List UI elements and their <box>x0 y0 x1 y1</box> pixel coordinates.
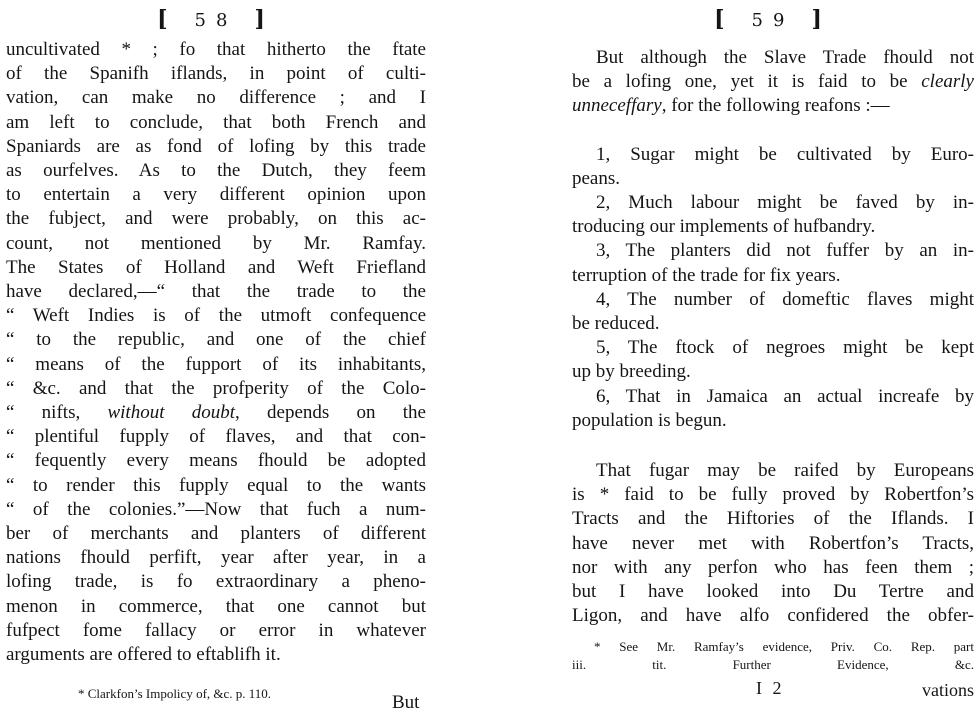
right-page-number-value: 59 <box>751 10 795 31</box>
text-line: Spaniards are as fond of lofing by this trade <box>6 135 426 157</box>
text-line: troducing our implements of hufbandry. <box>572 216 876 238</box>
text-line: fufpect fome fallacy or error in whatever <box>6 619 426 641</box>
text-line: 3, The planters did not fuffer by an in- <box>596 240 974 262</box>
text-line: nations fhould perfift, year after year, in a <box>6 547 426 569</box>
text-line: “ to render this fupply equal to the wants <box>6 474 426 496</box>
text-line: 4, The number of domeftic flaves might <box>596 288 974 310</box>
text-line: as ourfelves. As to the Dutch, they feem <box>6 160 426 182</box>
reason-item <box>572 191 974 239</box>
text-line: but I have looked into Du Tertre and <box>572 581 974 603</box>
text-line: up by breeding. <box>572 361 691 383</box>
reason-item <box>572 385 974 433</box>
reason-item <box>572 288 974 336</box>
text-line: be reduced. <box>572 313 660 335</box>
reason-item <box>572 143 974 191</box>
reason-item <box>572 239 974 287</box>
line-end: , depends on the <box>235 402 426 424</box>
left-footnote: * Clarkfon’s Impolicy of, &c. p. 110. <box>78 686 272 701</box>
italic-phrase: without doubt <box>107 402 236 424</box>
italic-phrase: unneceffary <box>572 95 662 117</box>
text-line: of the Spanifh iflands, in point of culti- <box>6 63 426 85</box>
text-line: “ fequently every means fhould be adopted <box>6 450 426 472</box>
text-line: to entertain a very different opinion upon <box>6 184 426 206</box>
signature-mark: I 2 <box>756 678 785 698</box>
text-line: is * faid to be fully proved by Robertfon’s <box>572 484 974 506</box>
footnote-line: iii. tit. Further Evidence, &c. <box>572 657 974 672</box>
text-line: That fugar may be raifed by Europeans <box>596 460 974 482</box>
right-footnote <box>572 638 974 674</box>
text-line: “ means of the fupport of its inhabitants, <box>6 353 426 375</box>
text-line: lofing trade, is fo extraordinary a pheno- <box>6 571 426 593</box>
left-page-body <box>6 38 426 667</box>
text-line: “ of the colonies.”—Now that fuch a num- <box>6 498 426 520</box>
text-line: arguments are offered to eftablifh it. <box>6 644 281 666</box>
text-line-italic <box>572 94 974 118</box>
text-line: count, not mentioned by Mr. Ramfay. <box>6 232 426 254</box>
right-catchword: vations <box>922 680 974 700</box>
text-line: have never met with Robertfon’s Tracts, <box>572 532 974 554</box>
text-line: Ligon, and have alfo confidered the obfer- <box>572 605 974 627</box>
text-line: vation, can make no difference ; and I <box>6 87 426 109</box>
line-start: be a lofing one, yet it is faid to be <box>572 71 908 93</box>
text-line: nor with any perfon who has feen them ; <box>572 556 974 578</box>
right-page-number: [ 59 ] <box>714 6 832 32</box>
text-line: But although the Slave Trade fhould not <box>596 47 974 68</box>
text-line: “ plentiful fupply of flaves, and that con- <box>6 426 426 448</box>
left-page-number-value: 58 <box>194 10 238 31</box>
right-page-body <box>572 38 974 628</box>
text-line: 1, Sugar might be cultivated by Euro- <box>596 143 974 165</box>
text-line: 6, That in Jamaica an actual increafe by <box>596 385 974 407</box>
line-end: , for the following reafons :— <box>661 95 890 117</box>
text-line: menon in commerce, that one cannot but <box>6 595 426 617</box>
text-line: “ &c. and that the profperity of the Colo- <box>6 377 426 399</box>
text-line: the fubject, and were probably, on this ac- <box>6 208 426 230</box>
reason-item <box>572 336 974 384</box>
italic-phrase: clearly <box>921 71 974 93</box>
line-start: “ nifts, <box>6 402 81 424</box>
text-line: ber of merchants and planters of different <box>6 523 426 545</box>
right-page <box>572 0 974 700</box>
left-page <box>6 0 426 701</box>
text-line-italic <box>572 70 974 94</box>
text-line: 2, Much labour might be faved by in- <box>596 192 974 214</box>
text-line: 5, The ftock of negroes might be kept <box>596 337 974 359</box>
left-page-number: [ 58 ] <box>157 6 275 32</box>
text-line: uncultivated * ; fo that hitherto the ftate <box>6 39 426 60</box>
text-line: am left to conclude, that both French and <box>6 111 426 133</box>
text-line: The States of Holland and Weft Friefland <box>6 256 426 278</box>
text-line: Tracts and the Hiftories of the Iflands. I <box>572 508 974 530</box>
text-line-italic <box>6 401 426 425</box>
text-line: have declared,—“ that the trade to the <box>6 281 426 303</box>
text-line: population is begun. <box>572 409 727 431</box>
left-catchword: But <box>392 692 420 713</box>
text-line: “ Weft Indies is of the utmoft confequence <box>6 305 426 327</box>
text-line: peans. <box>572 167 621 189</box>
text-line: terruption of the trade for fix years. <box>572 264 841 286</box>
footnote-line: * See Mr. Ramfay’s evidence, Priv. Co. Rep. part <box>594 639 974 654</box>
text-line: “ to the republic, and one of the chief <box>6 329 426 351</box>
